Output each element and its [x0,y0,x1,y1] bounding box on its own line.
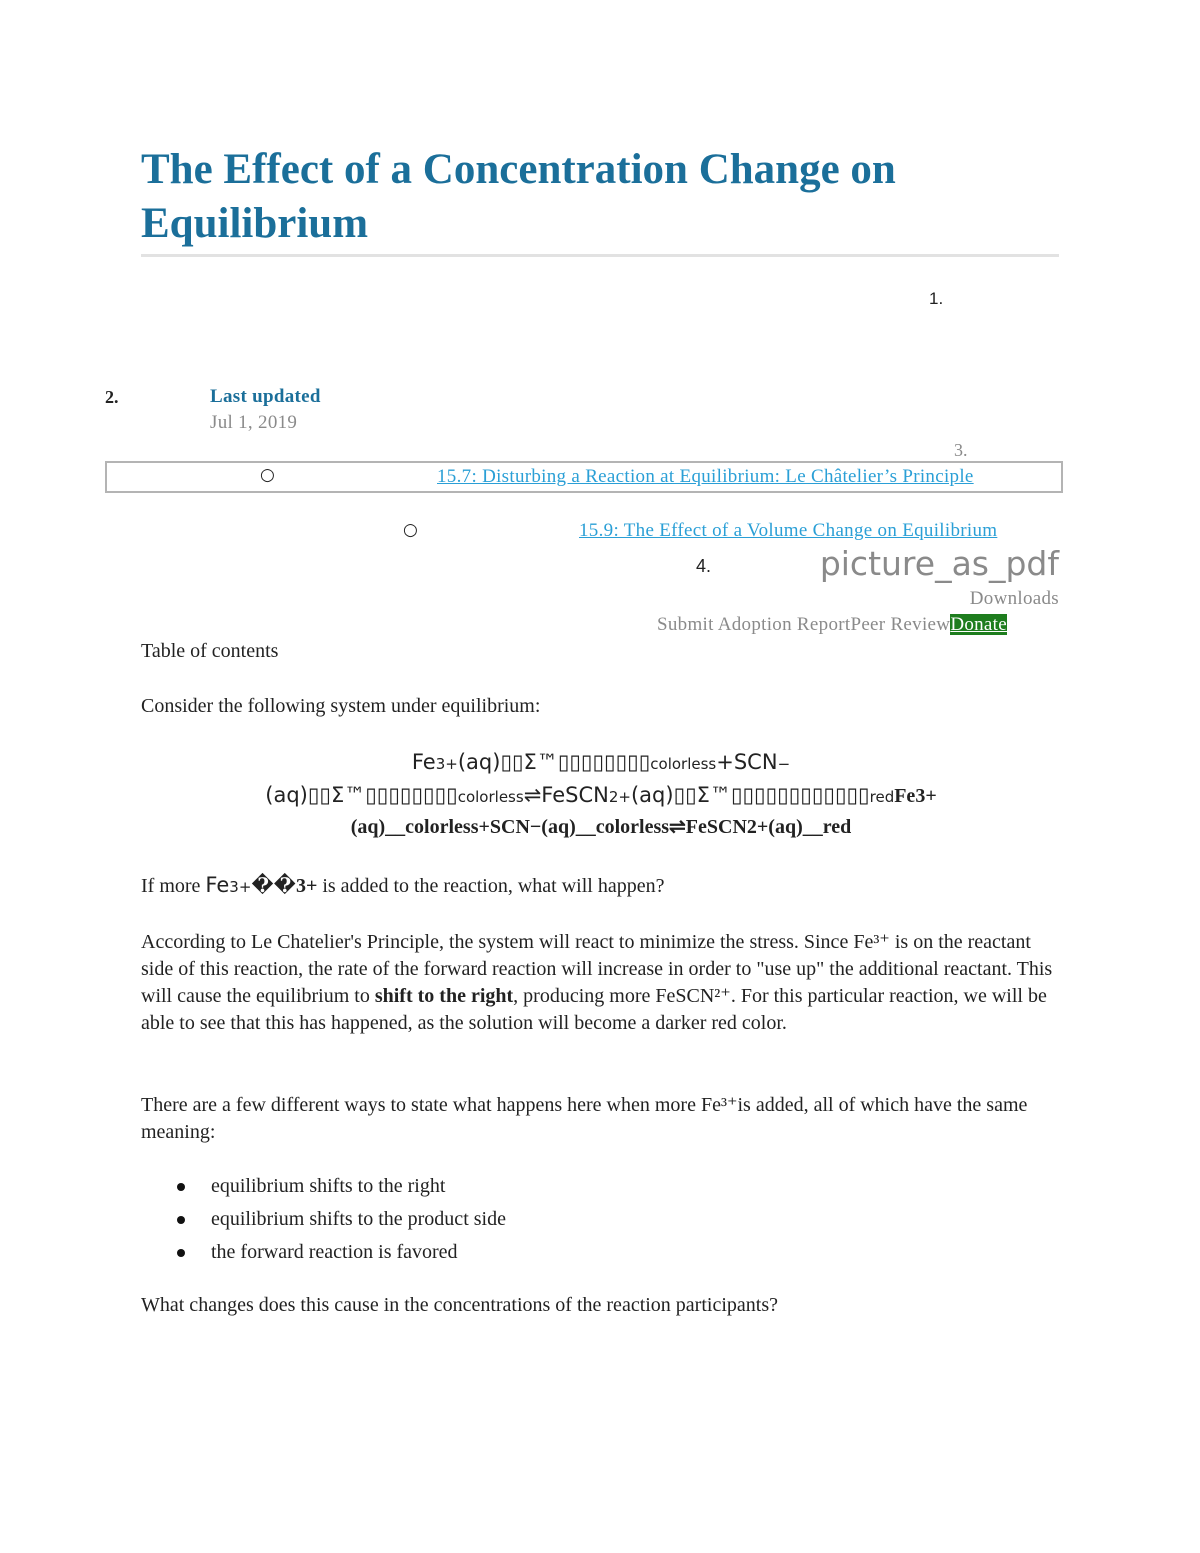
ways-paragraph: There are a few different ways to state what happens here when more Fe³⁺is added, all of which have the same meaning: [141,1094,1028,1143]
last-updated-label: Last updated [210,386,321,407]
list-item [141,1170,506,1203]
list-item [141,1203,506,1236]
title-divider [141,254,1059,257]
bullet-icon [177,1216,185,1224]
para1-bold: shift to the right [374,985,514,1007]
eq-garbled: ▯▯Σ™▯▯▯▯▯▯▯▯ [500,750,651,774]
submit-adoption-report-link[interactable]: Submit Adoption Report [657,614,851,635]
list-number-4: 4. [696,556,712,576]
eq-aq: (aq) [630,783,674,807]
eq-garbled: ▯▯Σ™▯▯▯▯▯▯▯▯ [307,783,458,807]
para1-end: , producing more FeSCN²⁺. For this particular reaction, we will be able to see that this has happened, as the solution will become a darker red color. [141,985,1047,1034]
bullet-icon [177,1183,185,1191]
eq-colorless: colorless [650,755,717,773]
bullet-icon [177,1249,185,1257]
circle-bullet-icon: ○ [260,465,275,485]
intro-text: Consider the following system under equilibrium: [141,695,541,717]
question-charge: 3+ [229,878,252,896]
page-title: The Effect of a Concentration Change on Equilibrium [141,146,896,247]
eq-fe: Fe [411,750,436,774]
eq-arrow-fescn: ⇌FeSCN [523,783,609,807]
question-before: If more [141,875,206,897]
last-updated-date: Jul 1, 2019 [210,412,298,433]
peer-review-link[interactable]: Peer Review [850,614,951,635]
para1-start: According to Le Chatelier's Principle, the system will react to minimize the stress. Since Fe³⁺ is on the reactant side of this reaction, the rate of the forward reaction will increase in order to "use up" the additional reactant. This will cause the equilibrium to [141,931,1053,1007]
list-number-3: 3. [954,440,968,460]
eq-scn: +SCN [716,750,778,774]
list-item-text: equilibrium shifts to the product side [211,1208,506,1230]
eq-red: red [869,788,895,806]
previous-page-link[interactable]: 15.7: Disturbing a Reaction at Equilibrium: Le Châtelier’s Principle [437,466,974,487]
equation-line-1 [141,750,1061,774]
question-after: is added to the reaction, what will happen? [317,875,665,897]
toolbar-links [657,614,1007,636]
equation-line-3: (aq)__colorless+SCN−(aq)__colorless⇌FeSCN2+(aq)__red [350,816,852,838]
question-garbled: ��3+ [251,875,318,897]
donate-button[interactable]: Donate [950,614,1007,635]
explanation-paragraph [141,929,1061,1037]
next-page-link[interactable]: 15.9: The Effect of a Volume Change on Equilibrium [579,520,998,541]
closing-question: What changes does this cause in the concentrations of the reaction participants? [141,1294,778,1316]
eq-garbled: ▯▯Σ™▯▯▯▯▯▯▯▯▯▯▯▯ [673,783,870,807]
downloads-link[interactable]: Downloads [969,588,1059,609]
question-fe: Fe [205,873,230,897]
eq-colorless: colorless [457,788,524,806]
eq-aq: (aq) [457,750,501,774]
pdf-icon[interactable]: picture_as_pdf [819,544,1059,583]
equation-line-2 [141,783,1061,808]
list-item [141,1236,506,1269]
table-of-contents[interactable]: Table of contents [141,640,279,662]
list-number-2: 2. [105,387,119,407]
list-item-text: the forward reaction is favored [211,1241,458,1263]
list-number-1: 1. [929,289,944,308]
eq-aq: (aq) [265,783,308,807]
eq-fe-fallback: Fe3+ [894,785,937,807]
list-item-text: equilibrium shifts to the right [211,1175,446,1197]
bullet-list [141,1170,506,1269]
circle-bullet-icon: ○ [403,520,418,540]
eq-minus: − [777,755,791,773]
eq-charge: 3+ [435,755,458,773]
question-text [141,873,664,898]
eq-charge: 2+ [608,788,631,806]
